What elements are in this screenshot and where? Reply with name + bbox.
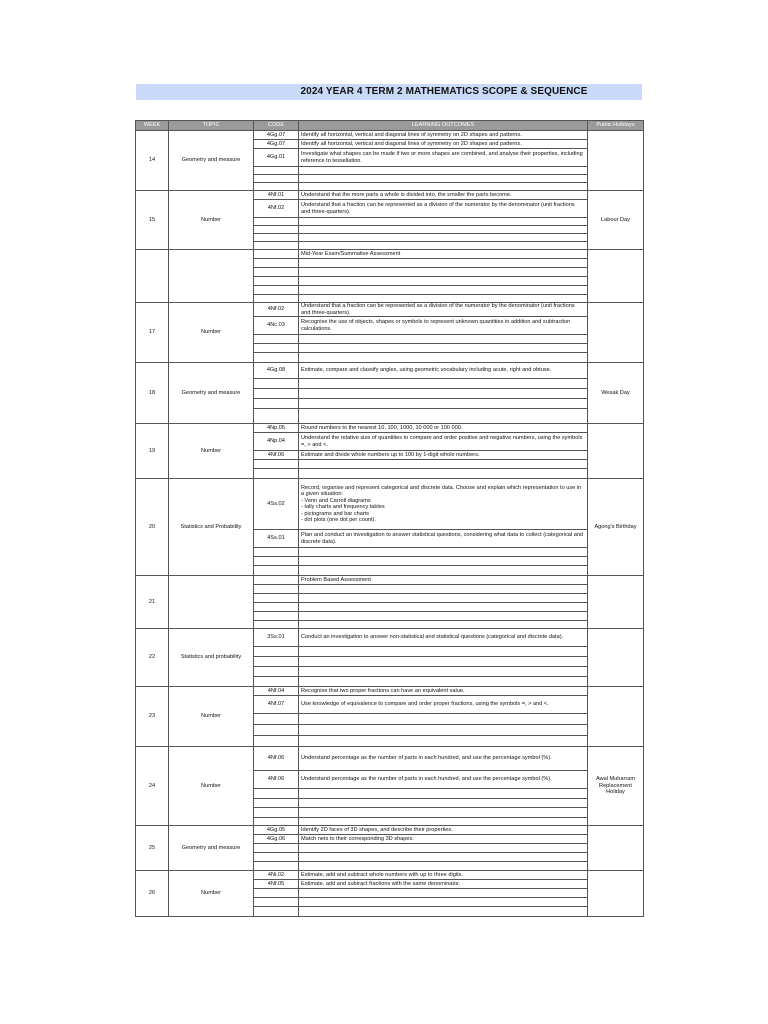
outcome-cell: Problem Based Assessment [299, 576, 588, 585]
outcome-cell: Estimate, compare and classify angles, using geometric vocabulary including acute, right and obtuse. [299, 363, 588, 379]
outcome-cell [299, 621, 588, 629]
outcome-cell [299, 268, 588, 277]
holiday-cell [588, 424, 644, 479]
outcome-cell [299, 808, 588, 818]
code-cell [254, 353, 299, 363]
table-row [136, 479, 644, 530]
code-cell [254, 725, 299, 736]
outcome-cell [299, 612, 588, 621]
week-cell: 15 [136, 191, 169, 250]
topic-cell [169, 576, 254, 629]
code-cell: 4Nf.02 [254, 200, 299, 218]
outcome-cell: Estimate, add and subtract fractions with the same denominator. [299, 880, 588, 889]
outcome-cell [299, 667, 588, 677]
code-cell: 4Nf.01 [254, 191, 299, 200]
code-cell [254, 218, 299, 226]
code-cell [254, 389, 299, 399]
code-cell: 4Nf.06 [254, 747, 299, 771]
outcome-cell: Recognise the use of objects, shapes or symbols to represent unknown quantities in addition and subtraction calculations. [299, 317, 588, 335]
code-cell: 4Ss.01 [254, 530, 299, 548]
code-cell [254, 268, 299, 277]
code-cell [254, 409, 299, 424]
table-row [136, 826, 644, 835]
code-cell [254, 898, 299, 907]
code-cell: 4Nf.02 [254, 303, 299, 317]
code-cell [254, 907, 299, 917]
outcome-cell [299, 898, 588, 907]
code-cell [254, 853, 299, 862]
topic-cell: Geometry and measure [169, 131, 254, 191]
table-row [136, 131, 644, 140]
sheet-title-bar [136, 84, 642, 100]
code-cell [254, 594, 299, 603]
week-cell: 18 [136, 363, 169, 424]
header-week: WEEK [136, 121, 169, 131]
code-cell [254, 799, 299, 808]
table-row [136, 871, 644, 880]
outcome-cell: Recognise that two proper fractions can have an equivalent value. [299, 687, 588, 696]
holiday-cell [588, 131, 644, 191]
holiday-cell [588, 871, 644, 917]
outcome-cell [299, 409, 588, 424]
topic-cell: Number [169, 424, 254, 479]
outcome-cell [299, 566, 588, 576]
week-cell: 19 [136, 424, 169, 479]
outcome-cell [299, 789, 588, 799]
outcome-cell [299, 647, 588, 657]
topic-cell: Geometry and measure [169, 826, 254, 871]
code-cell [254, 335, 299, 344]
code-cell [254, 647, 299, 657]
outcome-cell [299, 242, 588, 250]
code-cell: 4Ni.02 [254, 871, 299, 880]
week-cell: 22 [136, 629, 169, 687]
outcome-cell [299, 353, 588, 363]
code-cell [254, 344, 299, 353]
code-cell [254, 808, 299, 818]
topic-cell [169, 250, 254, 303]
holiday-cell [588, 687, 644, 747]
topic-cell: Geometry and measure [169, 363, 254, 424]
code-cell [254, 286, 299, 295]
outcome-cell [299, 889, 588, 898]
outcome-cell [299, 286, 588, 295]
header-code: CODE [254, 121, 299, 131]
code-cell: 4Nf.05 [254, 880, 299, 889]
holiday-cell: Agong's Birthday [588, 479, 644, 576]
week-cell: 24 [136, 747, 169, 826]
code-cell: 4Gg.06 [254, 835, 299, 844]
holiday-cell [588, 303, 644, 363]
code-cell [254, 234, 299, 242]
code-cell [254, 612, 299, 621]
code-cell [254, 736, 299, 747]
code-cell: 3Ss.01 [254, 629, 299, 647]
code-cell [254, 576, 299, 585]
table-row [136, 250, 644, 259]
outcome-cell [299, 399, 588, 409]
code-cell [254, 469, 299, 479]
outcome-cell: Mid-Year Exam/Summative Assessment [299, 250, 588, 259]
outcome-cell [299, 853, 588, 862]
outcome-cell: Understand percentage as the number of parts in each hundred, and use the percentage symbol (%). [299, 747, 588, 771]
code-cell [254, 277, 299, 286]
outcome-cell [299, 469, 588, 479]
outcome-cell [299, 799, 588, 808]
code-cell [254, 714, 299, 725]
code-cell [254, 167, 299, 175]
code-cell [254, 259, 299, 268]
outcome-cell [299, 295, 588, 303]
outcome-cell: Understand that a fraction can be represented as a division of the numerator by the denominator (unit fractions and three-quarters). [299, 303, 588, 317]
outcome-cell [299, 277, 588, 286]
week-cell: 14 [136, 131, 169, 191]
code-cell: 4Nc.03 [254, 317, 299, 335]
code-cell [254, 789, 299, 799]
week-cell [136, 250, 169, 303]
topic-cell: Number [169, 747, 254, 826]
code-cell: 4Gg.01 [254, 149, 299, 167]
code-cell [254, 183, 299, 191]
outcome-cell: Understand the relative size of quantities to compare and order positive and negative numbers, using the symbols =, > and <. [299, 433, 588, 451]
table-row [136, 363, 644, 379]
sheet-title: 2024 YEAR 4 TERM 2 MATHEMATICS SCOPE & SEQUENCE [300, 86, 588, 97]
outcome-cell: Use knowledge of equivalence to compare and order proper fractions, using the symbols =, > and <. [299, 696, 588, 714]
outcome-cell [299, 259, 588, 268]
holiday-cell [588, 250, 644, 303]
code-cell: 4Nf.07 [254, 696, 299, 714]
header-topic: TOPIC [169, 121, 254, 131]
outcome-cell: Estimate and divide whole numbers up to 100 by 1-digit whole numbers. [299, 451, 588, 460]
code-cell [254, 226, 299, 234]
outcome-cell [299, 175, 588, 183]
outcome-cell [299, 585, 588, 594]
topic-cell: Number [169, 871, 254, 917]
code-cell: 4Gg.05 [254, 826, 299, 835]
outcome-cell: Understand that a fraction can be represented as a division of the numerator by the denominator (unit fractions and three-quarters). [299, 200, 588, 218]
outcome-cell: Record, organise and represent categorical and discrete data. Choose and explain which representation to use in a given situation: - Venn and Carroll diagrams - tally charts and frequency tables - pictograms and bar charts - dot plots (one dot per count). [299, 479, 588, 530]
topic-cell: Statistics and probability [169, 629, 254, 687]
outcome-cell: Identify all horizontal, vertical and diagonal lines of symmetry on 2D shapes and patterns. [299, 131, 588, 140]
code-cell [254, 566, 299, 576]
outcome-cell [299, 389, 588, 399]
holiday-cell [588, 629, 644, 687]
topic-cell: Number [169, 687, 254, 747]
holiday-cell [588, 826, 644, 871]
code-cell: 4Gg.08 [254, 363, 299, 379]
week-cell: 20 [136, 479, 169, 576]
outcome-cell [299, 218, 588, 226]
code-cell [254, 657, 299, 667]
outcome-cell [299, 657, 588, 667]
code-cell [254, 379, 299, 389]
table-row [136, 747, 644, 771]
outcome-cell [299, 335, 588, 344]
code-cell [254, 548, 299, 557]
outcome-cell: Estimate, add and subtract whole numbers with up to three digits. [299, 871, 588, 880]
outcome-cell [299, 379, 588, 389]
table-row [136, 629, 644, 647]
topic-cell: Statistics and Probability [169, 479, 254, 576]
holiday-cell: Awal Muharram Replacement Holiday [588, 747, 644, 826]
week-cell: 25 [136, 826, 169, 871]
outcome-cell [299, 557, 588, 566]
code-cell: 4Nf.06 [254, 771, 299, 789]
holiday-cell: Labour Day [588, 191, 644, 250]
code-cell [254, 667, 299, 677]
table-row [136, 576, 644, 585]
outcome-cell [299, 603, 588, 612]
outcome-cell: Round numbers to the nearest 10, 100, 1000, 10 000 or 100 000. [299, 424, 588, 433]
code-cell: 4Np.05 [254, 424, 299, 433]
code-cell [254, 242, 299, 250]
outcome-cell [299, 183, 588, 191]
outcome-cell [299, 167, 588, 175]
week-cell: 17 [136, 303, 169, 363]
table-row [136, 303, 644, 317]
outcome-cell: Identify all horizontal, vertical and diagonal lines of symmetry on 2D shapes and patterns. [299, 140, 588, 149]
table-row [136, 191, 644, 200]
code-cell [254, 621, 299, 629]
code-cell [254, 677, 299, 687]
code-cell: 4Gg.07 [254, 140, 299, 149]
outcome-cell: Understand that the more parts a whole is divided into, the smaller the parts become. [299, 191, 588, 200]
outcome-cell [299, 234, 588, 242]
outcome-cell [299, 714, 588, 725]
code-cell: 4Nf.04 [254, 687, 299, 696]
code-cell [254, 557, 299, 566]
code-cell: 4Nf.06 [254, 451, 299, 460]
holiday-cell [588, 576, 644, 629]
header-row [136, 121, 644, 131]
outcome-cell [299, 736, 588, 747]
outcome-cell: Match nets to their corresponding 3D shapes. [299, 835, 588, 844]
outcome-cell [299, 725, 588, 736]
scope-sequence-table [135, 120, 644, 917]
topic-cell: Number [169, 303, 254, 363]
table-body [136, 131, 644, 917]
outcome-cell [299, 460, 588, 469]
code-cell [254, 250, 299, 259]
outcome-cell [299, 226, 588, 234]
outcome-cell [299, 862, 588, 871]
outcome-cell [299, 344, 588, 353]
code-cell [254, 399, 299, 409]
code-cell [254, 862, 299, 871]
table-row [136, 424, 644, 433]
code-cell [254, 603, 299, 612]
outcome-cell: Investigate what shapes can be made if two or more shapes are combined, and analyse their properties, including reference to tessellation. [299, 149, 588, 167]
code-cell [254, 844, 299, 853]
code-cell [254, 295, 299, 303]
code-cell [254, 818, 299, 826]
outcome-cell [299, 677, 588, 687]
outcome-cell: Conduct an investigation to answer non-statistical and statistical questions (categorical and discrete data). [299, 629, 588, 647]
topic-cell: Number [169, 191, 254, 250]
code-cell: 4Ss.02 [254, 479, 299, 530]
outcome-cell [299, 844, 588, 853]
week-cell: 26 [136, 871, 169, 917]
code-cell: 4Np.04 [254, 433, 299, 451]
outcome-cell: Plan and conduct an investigation to answer statistical questions, considering what data to collect (categorical and discrete data). [299, 530, 588, 548]
outcome-cell [299, 594, 588, 603]
outcome-cell [299, 818, 588, 826]
code-cell [254, 585, 299, 594]
holiday-cell: Wesak Day [588, 363, 644, 424]
outcome-cell: Identify 2D faces of 3D shapes, and describe their properties. [299, 826, 588, 835]
week-cell: 21 [136, 576, 169, 629]
header-public-holidays: Public Holidays [588, 121, 644, 131]
code-cell [254, 175, 299, 183]
code-cell [254, 889, 299, 898]
table-row [136, 687, 644, 696]
code-cell [254, 460, 299, 469]
header-learning-outcomes: LEARNING OUTCOMES [299, 121, 588, 131]
outcome-cell [299, 907, 588, 917]
code-cell: 4Gg.07 [254, 131, 299, 140]
outcome-cell: Understand percentage as the number of parts in each hundred, and use the percentage symbol (%). [299, 771, 588, 789]
outcome-cell [299, 548, 588, 557]
week-cell: 23 [136, 687, 169, 747]
